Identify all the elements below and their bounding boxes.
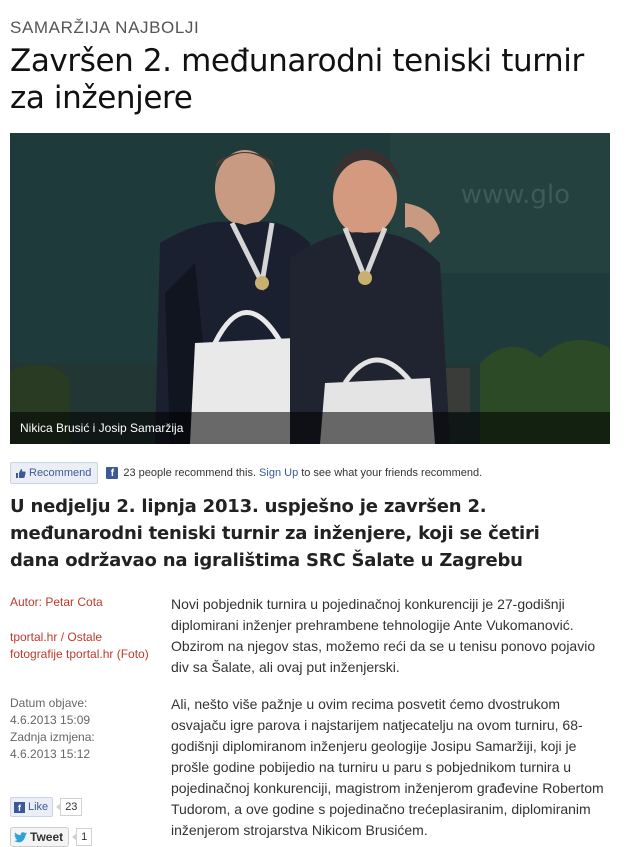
article-paragraph: Ali, nešto više pažnje u ovim recima posvetit ćemo dvostrukom osvajaču igre parova i najstarijem natjecatelju na ovom turniru, 68-godišnji diplomiranom inženjeru geologije Josipu Samaržiji, koji je prošle godine pobijedio na turniru u paru s pobjednikom turnira u pojedinačnoj konkurenciji, magistrom inženjerom građevine Robertom Tudorom, a ove godine s pojedinačno trećeplasiranim, diplomiranim inženjerom strojarstva Nikicom Brusićem. bbox=[171, 696, 604, 838]
modified-label: Zadnja izmjena: bbox=[10, 730, 95, 744]
tweet-button[interactable] bbox=[10, 827, 69, 847]
like-label: Like bbox=[28, 801, 49, 813]
facebook-like-widget bbox=[10, 797, 82, 817]
photo-illustration bbox=[10, 133, 610, 444]
article-dates bbox=[10, 695, 160, 763]
signup-suffix: to see what your friends recommend. bbox=[301, 467, 483, 479]
photo-banner-text: www.glo bbox=[460, 180, 570, 210]
modified-value: 4.6.2013 15:12 bbox=[10, 747, 91, 761]
facebook-icon: f bbox=[14, 802, 25, 813]
facebook-like-button[interactable] bbox=[10, 797, 53, 817]
signup-link[interactable]: Sign Up bbox=[259, 467, 299, 479]
kicker: SAMARŽIJA NAJBOLJI bbox=[10, 18, 200, 37]
tweet-count: 1 bbox=[76, 828, 92, 846]
facebook-recommend-bar bbox=[10, 461, 482, 485]
twitter-widget bbox=[10, 827, 92, 847]
facebook-recommend-button[interactable] bbox=[10, 462, 98, 484]
like-count: 23 bbox=[60, 798, 82, 816]
article-photo[interactable] bbox=[10, 133, 610, 444]
thumbs-up-icon bbox=[15, 468, 26, 479]
author[interactable]: Autor: Petar Cota bbox=[10, 595, 103, 609]
recommend-label: Recommend bbox=[29, 467, 92, 479]
published-label: Datum objave: bbox=[10, 696, 88, 710]
photo-caption: Nikica Brusić i Josip Samaržija bbox=[20, 421, 184, 435]
source-line[interactable]: fotografije tportal.hr (Foto) bbox=[10, 647, 149, 661]
published-value: 4.6.2013 15:09 bbox=[10, 713, 91, 727]
photo-source[interactable] bbox=[10, 629, 160, 663]
source-line[interactable]: tportal.hr / Ostale bbox=[10, 630, 103, 644]
article-paragraph: Novi pobjednik turnira u pojedinačnoj konkurenciji je 27-godišnji diplomirani inženjer prehrambene tehnologije Ante Vukomanović. Obzirom na njegov stas, možemo reći da se u tenisu ponovo pojavio div sa Šalate, ali ovaj put inženjerski. bbox=[171, 596, 596, 675]
article-lead: U nedjelju 2. lipnja 2013. uspješno je završen 2. međunarodni teniski turnir za inženjere, koji se četiri dana održavao na igralištima SRC Šalate u Zagrebu bbox=[10, 496, 540, 571]
tweet-label: Tweet bbox=[30, 830, 64, 844]
page-title: Završen 2. međunarodni teniski turnir za inženjere bbox=[10, 43, 584, 116]
twitter-bird-icon bbox=[14, 832, 27, 843]
recommend-count-text: 23 people recommend this. bbox=[123, 467, 257, 479]
facebook-icon: f bbox=[106, 467, 118, 479]
